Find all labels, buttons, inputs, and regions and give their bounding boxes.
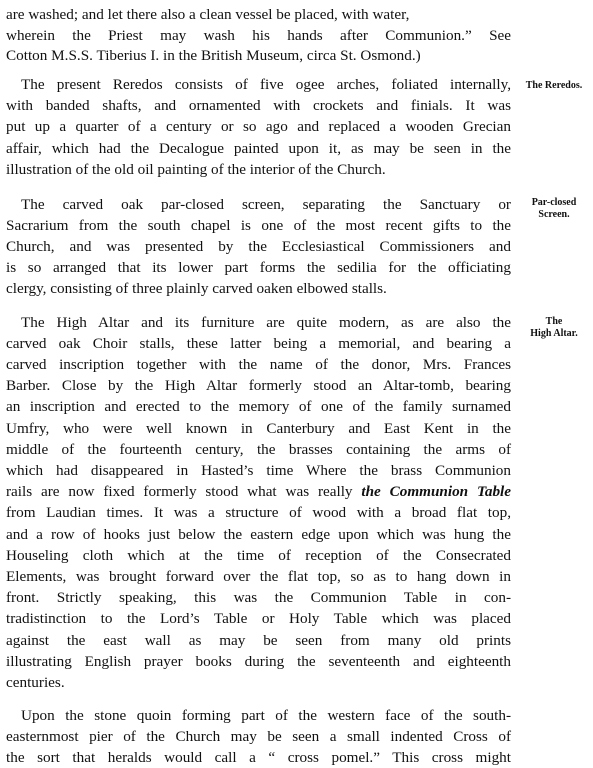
text-line: Sacrarium from the south chapel is one of the most recent gifts to the	[6, 217, 511, 234]
text-line: carved inscription together with the name of the donor, Mrs. Frances	[6, 356, 511, 373]
text-line: tradistinction to the Lord’s Table or Holy Table which was placed	[6, 610, 511, 627]
side-note-high-altar-line1: The	[545, 316, 563, 327]
italic-phrase: the Communion Table	[361, 483, 511, 500]
text-line: The High Altar and its furniture are quite modern, as are also the	[21, 314, 511, 331]
text-line: an inscription and erected to the memory of one of the family surnamed	[6, 398, 511, 415]
text-line: from Laudian times. It was a structure of wood with a broad flat top,	[6, 504, 511, 521]
text-line: are washed; and let there also a clean vessel be placed, with water,	[6, 6, 410, 23]
text-line: clergy, consisting of three plainly carved oaken elbowed stalls.	[6, 280, 387, 297]
side-note-reredos: The Reredos.	[525, 80, 583, 91]
text-line: easternmost pier of the Church may be seen a small indented Cross of	[6, 728, 511, 745]
text-line: carved oak Choir stalls, these latter being a memorial, and bearing a	[6, 335, 511, 352]
text-line	[6, 481, 511, 502]
text-line: put up a quarter of a century or so ago and replaced a wooden Grecian	[6, 118, 511, 135]
text-line: front. Strictly speaking, this was the Communion Table in con-	[6, 589, 511, 606]
text-line: the sort that heralds would call a “ cross pomel.” This cross might	[6, 749, 511, 766]
text-line: Elements, was brought forward over the flat top, so as to hang down in	[6, 568, 511, 585]
text-line: affair, which had the Decalogue painted upon it, as may be seen in the	[6, 140, 511, 157]
text-line: and a row of hooks just below the eastern edge upon which was hung the	[6, 526, 511, 543]
text-line: is so arranged that its lower part forms the sedilia for the officiating	[6, 259, 511, 276]
text-line: middle of the fourteenth century, the brasses containing the arms of	[6, 441, 511, 458]
text-line: wherein the Priest may wash his hands after Communion.” See	[6, 27, 511, 44]
side-note-parclosed-line1: Par-closed	[531, 197, 577, 208]
text-line: Barber. Close by the High Altar formerly stood an Altar-tomb, bearing	[6, 377, 511, 394]
text-line: illustrating English prayer books during the seventeenth and eighteenth	[6, 653, 511, 670]
text-line: Cotton M.S.S. Tiberius I. in the British Museum, circa St. Osmond.)	[6, 47, 421, 64]
text-line: illustration of the old oil painting of the interior of the Church.	[6, 161, 386, 178]
text-line: which had disappeared in Hasted’s time Where the brass Communion	[6, 462, 511, 479]
side-note-parclosed-line2: Screen.	[538, 209, 570, 220]
text-line: centuries.	[6, 674, 65, 691]
text-line: against the east wall as may be seen from many old prints	[6, 632, 511, 649]
text-line: Upon the stone quoin forming part of the western face of the south-	[21, 707, 511, 724]
text-line: Church, and was presented by the Ecclesiastical Commissioners and	[6, 238, 511, 255]
text-line: The present Reredos consists of five ogee arches, foliated internally,	[21, 76, 511, 93]
text-line: with banded shafts, and ornamented with crockets and finials. It was	[6, 97, 511, 114]
text-line: The carved oak par-closed screen, separating the Sanctuary or	[21, 196, 511, 213]
text-line: Umfry, who were well known in Canterbury and East Kent in the	[6, 420, 511, 437]
side-note-high-altar-line2: High Altar.	[530, 328, 578, 339]
text-segment: rails are now fixed formerly stood what was really	[6, 483, 362, 500]
text-line: Houseling cloth which at the time of reception of the Consecrated	[6, 547, 511, 564]
